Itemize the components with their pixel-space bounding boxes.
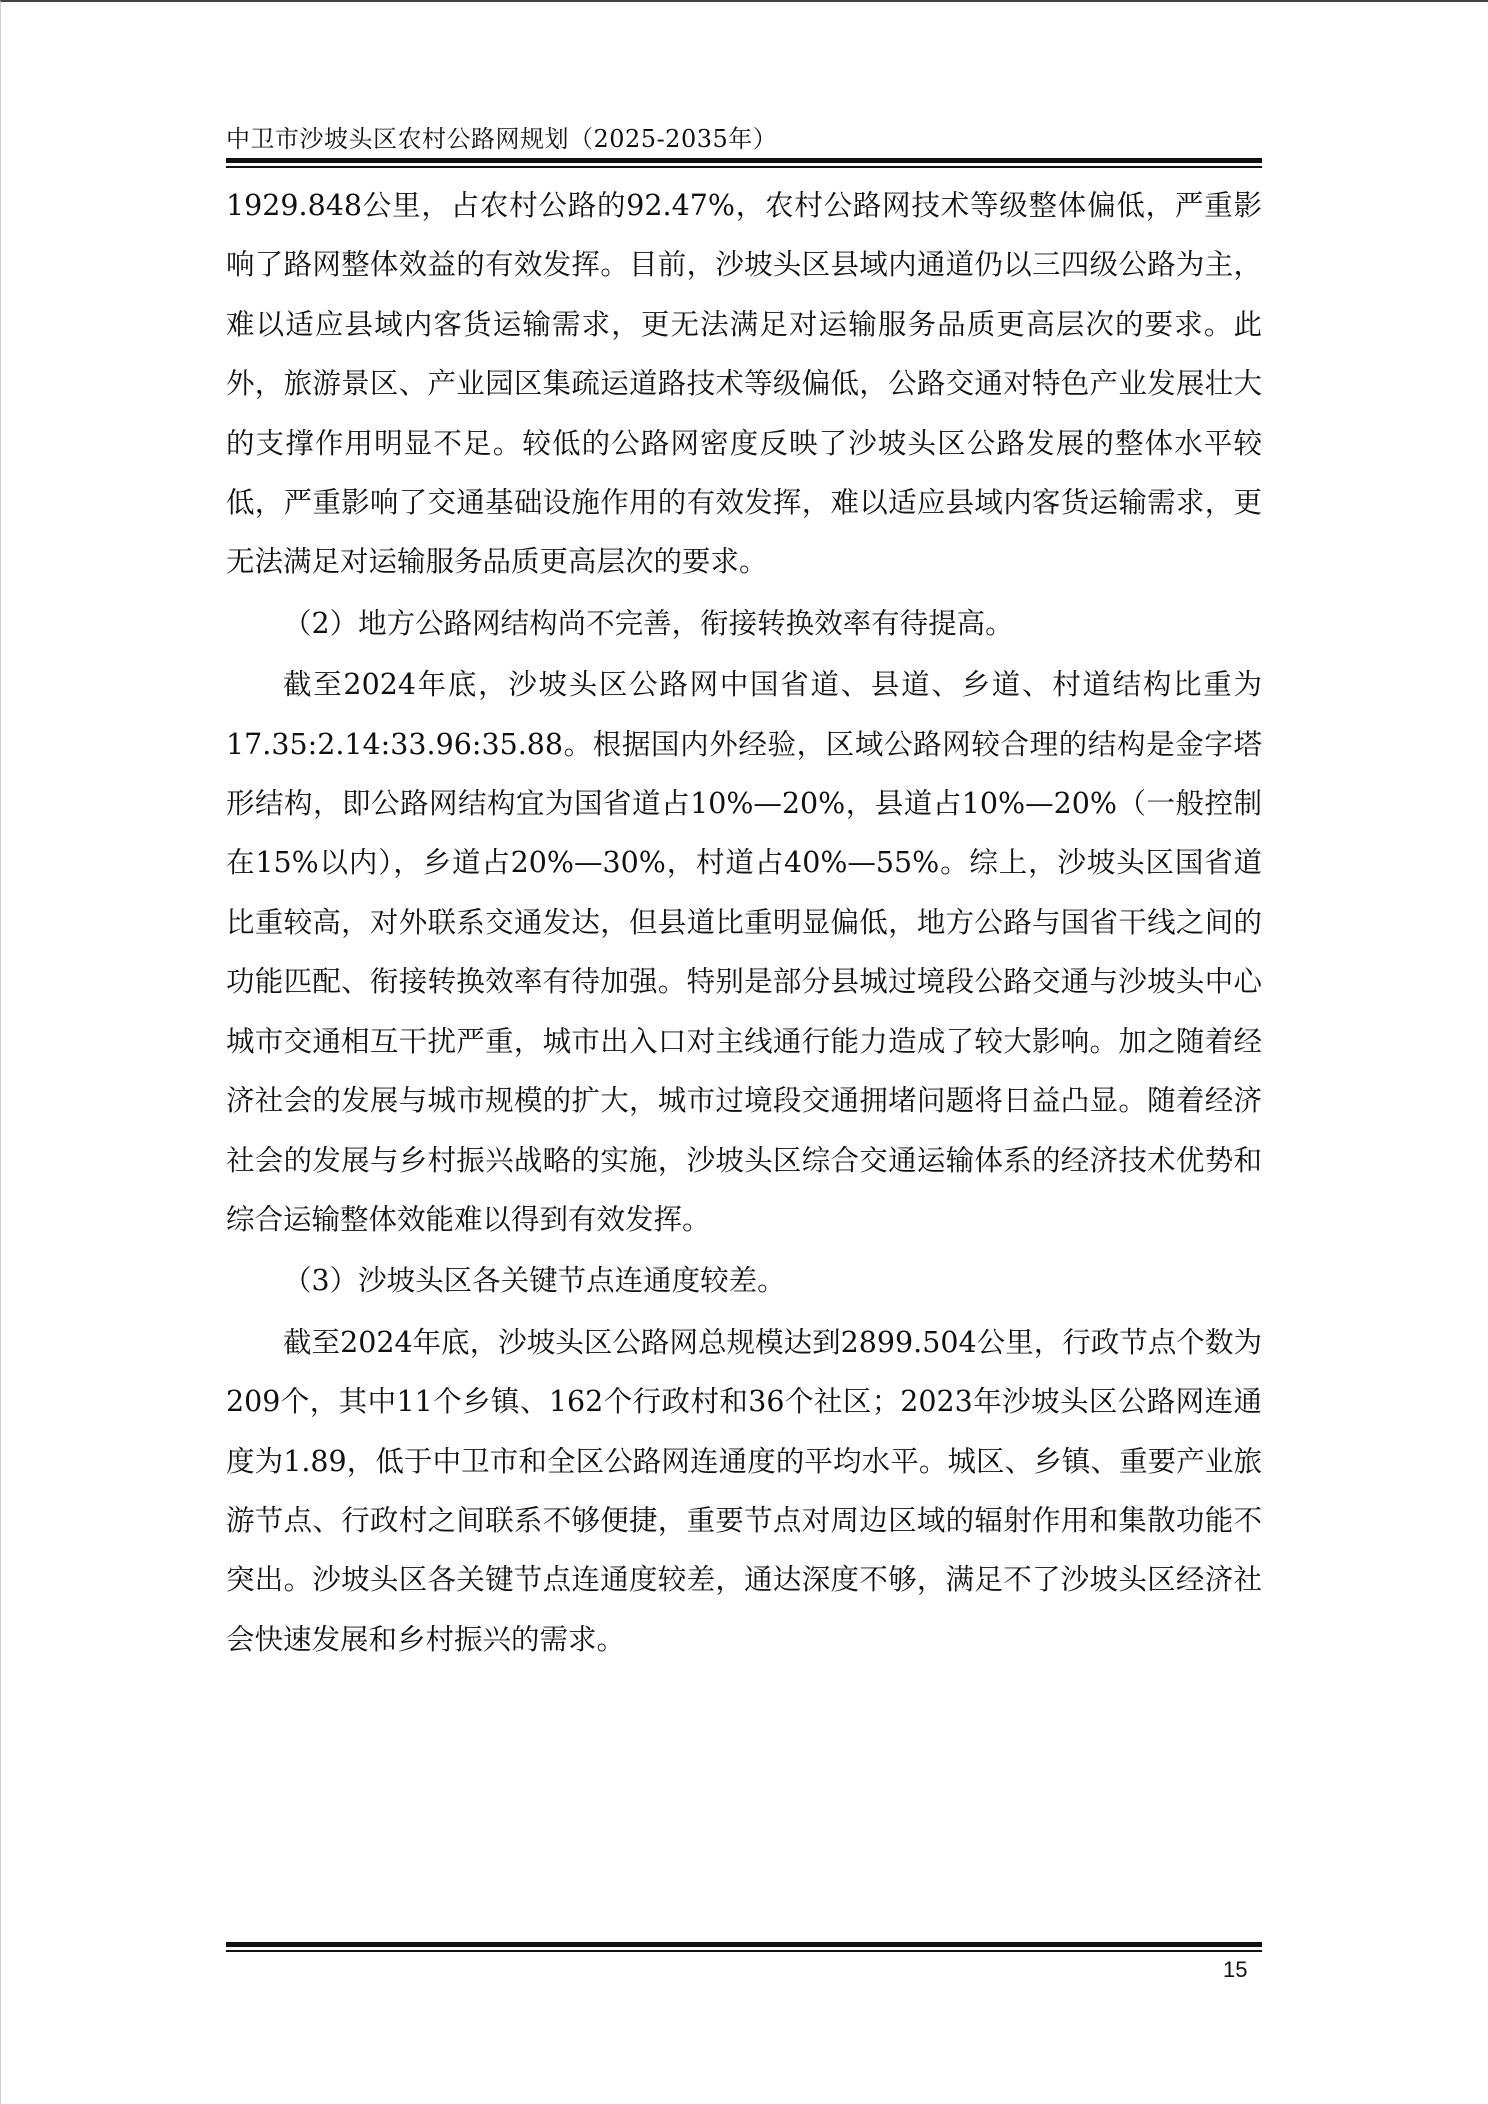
header-rule-thick [226, 158, 1262, 163]
paragraph-connectivity: 截至2024年底，沙坡头区公路网总规模达到2899.504公里，行政节点个数为209个，其中11个乡镇、162个行政村和36个社区；2023年沙坡头区公路网连通度为1.89，低于中卫市和全区公路网连通度的平均水平。城区、乡镇、重要产业旅游节点、行政村之间联系不够便捷，重要节点对周边区域的辐射作用和集散功能不突出。沙坡头区各关键节点连通度较差，通达深度不够，满足不了沙坡头区经济社会快速发展和乡村振兴的需求。 [226, 1325, 1262, 1656]
subheading-3: （3）沙坡头区各关键节点连通度较差。 [283, 1264, 786, 1298]
page-number: 15 [1223, 1957, 1248, 1982]
header-rule-thin [226, 166, 1262, 168]
paragraph-structure: 截至2024年底，沙坡头区公路网中国省道、县道、乡道、村道结构比重为17.35:2.14:33.96:35.88。根据国内外经验，区域公路网较合理的结构是金字塔形结构，即公路网结构宜为国省道占10%—20%，县道占10%—20%（一般控制在15%以内），乡道占20%—30%，村道占40%—55%。综上，沙坡头区国省道比重较高，对外联系交通发达，但县道比重明显偏低，地方公路与国省干线之间的功能匹配、衔接转换效率有待加强。特别是部分县城过境段公路交通与沙坡头中心城市交通相互干扰严重，城市出入口对主线通行能力造成了较大影响。加之随着经济社会的发展与城市规模的扩大，城市过境段交通拥堵问题将日益凸显。随着经济社会的发展与乡村振兴战略的实施，沙坡头区综合交通运输体系的经济技术优势和综合运输整体效能难以得到有效发挥。 [226, 668, 1262, 1236]
body-text [226, 176, 1262, 1671]
footer-rule-thick [226, 1942, 1262, 1947]
running-header-title: 中卫市沙坡头区农村公路网规划（2025-2035年） [226, 125, 778, 153]
paragraph-continuation: 1929.848公里，占农村公路的92.47%，农村公路网技术等级整体偏低，严重影响了路网整体效益的有效发挥。目前，沙坡头区县域内通道仍以三四级公路为主，难以适应县域内客货运输需求，更无法满足对运输服务品质更高层次的要求。此外，旅游景区、产业园区集疏运道路技术等级偏低，公路交通对特色产业发展壮大的支撑作用明显不足。较低的公路网密度反映了沙坡头区公路发展的整体水平较低，严重影响了交通基础设施作用的有效发挥，难以适应县域内客货运输需求，更无法满足对运输服务品质更高层次的要求。 [226, 189, 1262, 579]
footer-rule-thin [226, 1950, 1262, 1952]
subheading-2: （2）地方公路网结构尚不完善，衔接转换效率有待提高。 [283, 606, 1014, 640]
